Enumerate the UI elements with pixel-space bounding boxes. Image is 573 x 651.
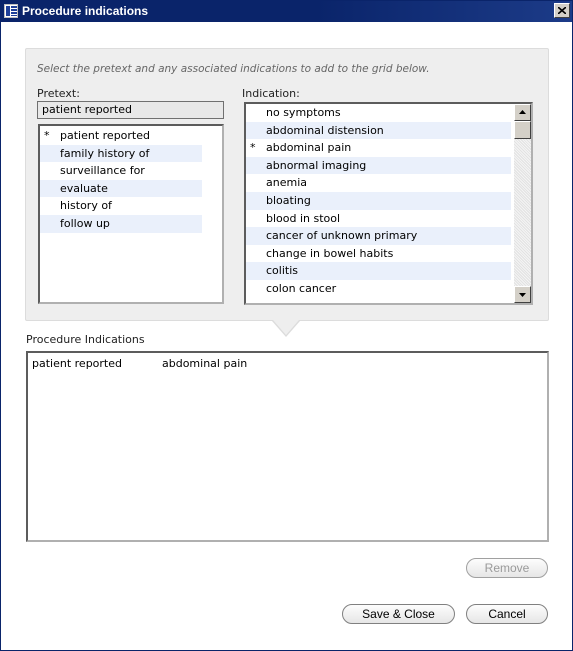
indication-item-label: colitis xyxy=(266,264,298,278)
pretext-list-item[interactable] xyxy=(40,127,202,145)
pretext-list-item[interactable] xyxy=(40,162,202,180)
close-icon xyxy=(558,7,566,14)
indication-item-label: colon cancer xyxy=(266,281,337,295)
save-close-button[interactable]: Save & Close xyxy=(342,604,455,624)
remove-button[interactable]: Remove xyxy=(466,558,548,578)
selected-marker: * xyxy=(44,129,50,142)
scroll-down-arrow-icon xyxy=(515,287,530,302)
indication-item-label: bloating xyxy=(266,193,311,207)
indication-list-item[interactable] xyxy=(246,157,511,175)
indication-item-label: abdominal distension xyxy=(266,123,384,137)
indication-item-label: change in bowel habits xyxy=(266,246,394,260)
indication-item-label: anemia xyxy=(266,176,307,190)
grid-icon xyxy=(4,4,18,18)
indication-item-label: abnormal imaging xyxy=(266,158,367,172)
selected-marker: * xyxy=(250,141,256,155)
pretext-item-label: family history of xyxy=(60,146,150,160)
indication-list-item[interactable] xyxy=(246,104,511,122)
indication-list-item[interactable] xyxy=(246,192,511,210)
pretext-item-label: evaluate xyxy=(60,181,108,195)
indication-list-item[interactable] xyxy=(246,122,511,140)
indication-item-label: blood in stool xyxy=(266,211,341,225)
pretext-label: Pretext: xyxy=(37,87,80,100)
scroll-thumb[interactable] xyxy=(514,121,531,139)
pretext-list[interactable] xyxy=(38,124,224,304)
indication-list-item[interactable] xyxy=(246,210,511,228)
instruction-text: Select the pretext and any associated indications to add to the grid below. xyxy=(37,63,430,75)
pretext-item-label: history of xyxy=(60,199,112,213)
indication-list-item[interactable] xyxy=(246,280,511,298)
indication-list-item[interactable] xyxy=(246,174,511,192)
indication-scrollbar[interactable] xyxy=(514,104,531,303)
grid-cell-pretext: patient reported xyxy=(32,357,122,370)
cancel-button[interactable]: Cancel xyxy=(466,604,548,624)
pretext-list-item[interactable] xyxy=(40,180,202,198)
indication-item-label: cancer of unknown primary xyxy=(266,229,418,243)
indication-item-label: abdominal pain xyxy=(266,141,352,155)
procedure-indications-grid[interactable] xyxy=(26,351,549,542)
indication-label: Indication: xyxy=(242,87,300,100)
pretext-list-item[interactable] xyxy=(40,197,202,215)
procedure-indications-label: Procedure Indications xyxy=(26,333,145,346)
pretext-item-label: surveillance for xyxy=(60,164,145,178)
scroll-up-button[interactable] xyxy=(514,104,531,121)
indication-list-item[interactable] xyxy=(246,245,511,263)
window-title: Procedure indications xyxy=(22,4,149,18)
title-bar[interactable] xyxy=(1,1,572,22)
indication-list-item[interactable] xyxy=(246,139,511,157)
close-button[interactable] xyxy=(554,3,570,18)
selection-panel xyxy=(25,48,549,321)
indication-list[interactable] xyxy=(244,102,533,305)
pretext-list-item[interactable] xyxy=(40,145,202,163)
indication-list-item[interactable] xyxy=(246,227,511,245)
scroll-up-arrow-icon xyxy=(515,105,530,120)
scroll-down-button[interactable] xyxy=(514,286,531,303)
indication-list-item[interactable] xyxy=(246,262,511,280)
indication-item-label: no symptoms xyxy=(266,106,341,119)
pretext-selected-field[interactable]: patient reported xyxy=(37,101,224,119)
pretext-item-label: patient reported xyxy=(60,129,150,142)
pretext-item-label: follow up xyxy=(60,216,110,230)
pretext-list-item[interactable] xyxy=(40,215,202,233)
panel-pointer xyxy=(273,320,299,335)
grid-cell-indication: abdominal pain xyxy=(162,357,248,370)
